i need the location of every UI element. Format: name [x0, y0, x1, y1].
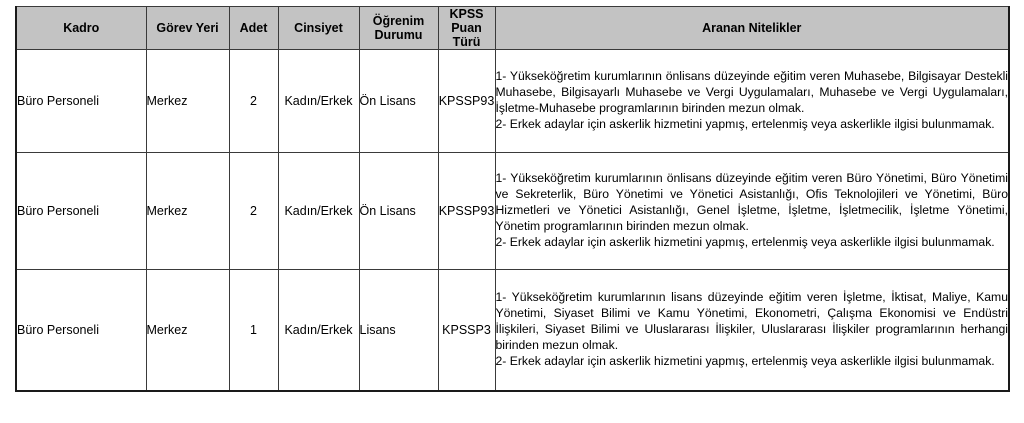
- cell-adet: 1: [229, 270, 278, 392]
- cell-kpss-puan-turu: KPSSP93: [438, 153, 495, 270]
- table-body: [16, 50, 1009, 392]
- column-header-kpss-line2: Puan: [451, 21, 482, 35]
- column-header-kpss-line3: Türü: [452, 35, 481, 49]
- column-header-kadro: Kadro: [16, 7, 146, 50]
- column-header-ogrenim-line1: Öğrenim: [372, 14, 425, 28]
- cell-adet: 2: [229, 50, 278, 153]
- cell-gorev-yeri: Merkez: [146, 270, 229, 392]
- cell-kadro: Büro Personeli: [16, 270, 146, 392]
- nitelik-item-1: 1- Yükseköğretim kurumlarının önlisans düzeyinde eğitim veren Muhasebe, Bilgisayar Destekli Muhasebe, Bilgisayarlı Muhasebe ve Vergi Uygulamaları, Muhasebe ve Vergi Uygulamaları, İşletme-Muhasebe programlarının birinden mezun olmak.: [495, 69, 1008, 115]
- cell-adet: 2: [229, 153, 278, 270]
- cell-aranan-nitelikler: [495, 153, 1009, 270]
- column-header-ogrenim-line2: Durumu: [374, 28, 423, 42]
- column-header-aranan-nitelikler: Aranan Nitelikler: [495, 7, 1009, 50]
- cell-aranan-nitelikler: [495, 270, 1009, 392]
- table-header-row: [16, 7, 1009, 50]
- cell-kpss-puan-turu: KPSSP3: [438, 270, 495, 392]
- table-row: [16, 50, 1009, 153]
- kadro-table-container: [15, 6, 1008, 392]
- kadro-table: [15, 6, 1010, 392]
- table-row: [16, 270, 1009, 392]
- column-header-gorev-yeri: Görev Yeri: [146, 7, 229, 50]
- nitelik-item-1: 1- Yükseköğretim kurumlarının önlisans düzeyinde eğitim veren Büro Yönetimi, Büro Yönetimi ve Sekreterlik, Büro Yönetimi ve Yönetici Asistanlığı, Ofis Teknolojileri ve Yönetimi, Büro Hizmetleri ve Yönetici Asistanlığı, Genel İşletme, İşletme, İşletmecilik, İşletme Yönetimi, Yönetim programlarının birinden mezun olmak.: [495, 171, 1008, 233]
- cell-cinsiyet: Kadın/Erkek: [278, 153, 359, 270]
- cell-aranan-nitelikler: [495, 50, 1009, 153]
- cell-ogrenim-durumu: Ön Lisans: [359, 153, 438, 270]
- nitelik-item-2: 2- Erkek adaylar için askerlik hizmetini yapmış, ertelenmiş veya askerlikle ilgisi bulunmamak.: [495, 234, 995, 249]
- column-header-kpss-line1: KPSS: [449, 7, 484, 21]
- cell-ogrenim-durumu: Lisans: [359, 270, 438, 392]
- nitelik-item-2: 2- Erkek adaylar için askerlik hizmetini yapmış, ertelenmiş veya askerlikle ilgisi bulunmamak.: [495, 353, 995, 368]
- cell-ogrenim-durumu: Ön Lisans: [359, 50, 438, 153]
- column-header-kpss-puan-turu: [438, 7, 495, 50]
- cell-kadro: Büro Personeli: [16, 50, 146, 153]
- column-header-adet: Adet: [229, 7, 278, 50]
- nitelik-item-2: 2- Erkek adaylar için askerlik hizmetini yapmış, ertelenmiş veya askerlikle ilgisi bulunmamak.: [495, 116, 995, 131]
- cell-kpss-puan-turu: KPSSP93: [438, 50, 495, 153]
- column-header-cinsiyet: Cinsiyet: [278, 7, 359, 50]
- table-row: [16, 153, 1009, 270]
- cell-cinsiyet: Kadın/Erkek: [278, 50, 359, 153]
- column-header-ogrenim-durumu: [359, 7, 438, 50]
- cell-gorev-yeri: Merkez: [146, 50, 229, 153]
- cell-cinsiyet: Kadın/Erkek: [278, 270, 359, 392]
- cell-kadro: Büro Personeli: [16, 153, 146, 270]
- cell-gorev-yeri: Merkez: [146, 153, 229, 270]
- nitelik-item-1: 1- Yükseköğretim kurumlarının lisans düzeyinde eğitim veren İşletme, İktisat, Maliye, Kamu Yönetimi, Siyaset Bilimi ve Kamu Yönetimi, Ekonometri, Çalışma Ekonomisi ve Endüstri İlişkileri, Siyaset Bilimi ve Uluslararası İlişkiler, Uluslararası İlişkiler programlarının herhangi birinden mezun olmak.: [495, 290, 1008, 352]
- table-header: [16, 7, 1009, 50]
